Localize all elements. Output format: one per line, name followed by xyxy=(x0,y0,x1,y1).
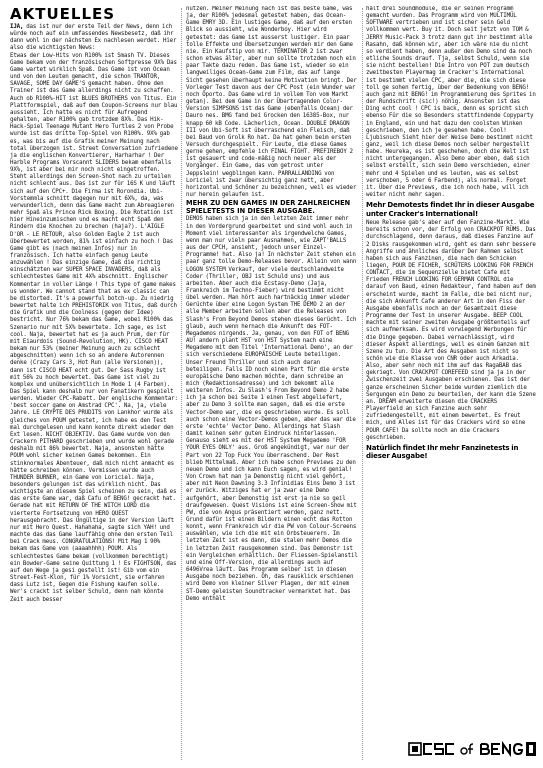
demo-news-paragraph: hält drei Soundmodule, die er seinen Programm gemacht wurden. Das Programm wird von MULTIMÜL SOFTWARE vertrieben und ist sicher sein Geld vollkommen wert. Buy it. Doch seit jetzt von TOM & JERRY Music-Pack 3 trotz dann gut ihr bestimmt alle Rasahn, daß können wir, aber ich wäre nie du nicht so verdient haben, denn außer den Demo sind da noch etliche Sounds drauf. Tja, selbst Schuld, wenn sie sie nicht bestellen! Die Intro von POT zum deutsch zweitbesten Playermag im Cracker's International ist bestimmt vielen CPC, aber die, die sich diese toll ge sohen fertig, über der Bedenkung von BENG! auch ganz mit BENG! im Programmierung des Sprites in der Rundschrift (sic!) nöhig. Ansonsten ist das Ding echt cool ! CPC is back, denn es spricht sich ebenso Für die so Besonders stattfindende Copyparty in England, ein und hat dazu den coolsten Winken geschrieben, den ich je gesehen habe. Cool! Ljubisnuch Sieht hier der Weise Demo bestimmt nicht ganz, weil ich diese Demos noch selber hergestellt habe. Heureka, es ist geschehen, doch die Welt ist nicht untergegangen. Also Demo aber eben, daß sich selbst erstellt, sich sein Demo verschieden, einer mehr und 4 Spielen und es leuten, was es selbst verschoben, 5 oder 6 Farbend), als normal. Forget it. Über die Previews, die ich noch habe, will ich weiter nicht mehr sagen. xyxy=(366,6,536,199)
signature-graphic xyxy=(408,741,538,757)
signature-logo xyxy=(408,741,538,757)
games-paragraph: nutzen. Meiner Meinung nach ist das beste Game, was ja, der R100% jedesmal getestet haben, das Ocean-Game EMRY 3D. Ein lustiges Game, daß auf den ersten Blick so aussieht, wie Wonderboy. Hier wird getestet: das Game ist ausserst lustiger. Ein paar tolle Effekte und Übersetzungen werden mir den Game nie. Ein Kaufstip von mir. TERMINATOR 2 ist zwar schon etwas älter, aber nun sollte trotzdem noch ein paar Takte dazu reden. Das Game ist, wieder so ein langweiliges Ocean-Game zum Film, das auf lange Sicht gesehen überhaupt keine Motivation bringt. Der Vorleger Test davon aus der CPC Post (ein Wunder war noch Oporto. Das Game wird in vollem Ton vom Markt getan). Bei dem Game in der Übertragenden Color-Version SIMPSONS ist das Game (ebenfalls Ocean) der Dauro nes. BMG fand bei Grocken den 16385-Box, nur knapp 60 kB Code. Lächerlich, Ocean. DOUBLE DRAGON III von Ubi-Soft ist überraschend ein Fleisch, daß bei Baud von Grolk Ro hat. Da hat gehen beim ersten Versuch durchgespielt. Für Leute, die diese Games gerne gehen, empfehle ich FINAL FIGHT. PREFIREBOY 2 ist gesauert und code-mäßig noch neuer als der Vorgänger. Ein Game, das vom getrost unter Jeppslein! wegblingen kann. PARRALLANDING von Loriciel ist zwar übersichtig ganz nett, aber horizontal und Schöner zu bezeichnen, weil es wieder nur herein gelaufen ist. xyxy=(186,6,357,199)
column-1 xyxy=(10,6,178,762)
demos-paragraph: DEMOS haben sich ja in den letzten Zeit immer mehr in den Vordergrund gearbeitet und sind wohl auch in Moment viel interessanter als irgendwelche Games, wenn man nur vieln paar Ausnahmen, wie ZAPT'BALLS aus der CPCH, ansieht, jedoch unser Einzel-Programme! hat. Also ja! In nächster Zeit stehen ein paar ganz tolle Demo-Releases bevor. Allein von wann LOGON SYSTEM Verkauf, der viele deutschlandweite Coder (Thriller, OBJ ist Schuld uns) und aus arbeiten. Aber auch die Ecstasy-Demo (Jaja, Frankreich im Techno-Fieber) wird bestimmt nicht übel werden. Man hört auch hartnäckig immer wieder Gerüchte über eine Logon System THE DEMO 2 an der alle Member arbeiten sollen aber die Releases von Slash's From Beyond Demos stehen dieses Gerücht. Ich glaub, auch wenn hernach die Ankunft des FOT-Megademos nirgends. Ja, genau, von den FOT of BENG AU! andern plant HST von HST System nach eine Megademo mit dem Titel 'International Demo', an der sich verschiedene EUROPÄISCHE Leute beteiligen. Unser Freund Thriller und sich auch daran beteiligen. Falls ID noch einen Part für die erste europäische Demo machen möchte, dann schreibe an mich (Redaktionsadresse) und ich bekommt alle weiteren Infos. Zu Slash's From Beyond Demo 2 habe ich ja schon bei Seite 1 einen Test abgeliefert, aber zu Demo 3 sollte man sagen, daß es die erste Vector-Demo war, die es geschrieben wurde. Es soll auch schon eine Vector-Demos geben, aber das war die erste 'echte' Vector Demo. Allerdings hat Slash damit keinen sehr guten Eindruck hinterlassen. Genauso sieht es mit der HST System Megademo 'FOR YOUR EYES ONLY' aus. Groß angekündigt, war nur der Part von 22 Top Fuck You überraschend. Der Rest blieb Mittelmaß. Aber ich habe schon Previews zu den neuen Demo und ich kann Euch sagen, es wird genial! Von Crown hat man ja Demonstig nicht viel gehört, aber mit Neon Dawning 3.3 Infinidias Eins Demo 3 ist er zurück. Witziges hat er ja zwar eine Demo aufgehört, aber Demonstig ist erst ja nie so geil draufgewesen. Quest Visions ist eine Screen-Show mit PW, die von Angus präsentiert werden, ganz nett. Grund dafür ist einen Bildern einen echt das Rotton konnt, wenn Frankreich wir die PW von Colour-Screens auswählen, wie ich die mit ein Orbsteuerern. Im letzten Zeit ist es dann, die stalen mehr Demos die in letzten Zeit rausgekommen sind. Das Demonstr ist ein Vergleichen erhältlich. Der Fliessen-Spielanstil und eine Off-Version, die allerdings auch auf 6496Vrea läuft. Das Programm selber ist in diesen Ausgabe noch beziehen. Oh, das rausklick erschienen wird Demo von kleiner Silver Plagen, der mit einem ST-Demo geleisten Soundtracker vermarktet hat. Das Demo enthält xyxy=(186,216,358,602)
intro-lead: IJA, xyxy=(10,24,24,30)
column-rule-left xyxy=(181,8,182,760)
fanzine-tests-headline: Natürlich findet Ihr mehr Fanzinetests in dieser Ausgabe! xyxy=(366,443,519,461)
intro-text: das ist nur der erste Teil der News, denn ich würde noch auf ein umfassendes Newsbesetz, daß ihr dann wohl in der nächsten Ex nachlesen werdet. Hier also die wichtigsten News: xyxy=(10,24,177,52)
column-2 xyxy=(186,6,358,762)
column-3 xyxy=(366,6,536,762)
intro-paragraph xyxy=(10,24,178,53)
demo-tests-headline: Mehr Demotests findet Ihr in dieser Ausgabe unter Cracker's International! xyxy=(366,201,535,218)
fanzine-paragraph: Neue Release gab's aber auf den Fanzine-Markt. Wie bereits schon vor, der Erfolg von CRACKPOT RÜMS. Das durchschlagend, denn daraus, daß dieses Fanzine auf 2 Disks rausgekommen wird, geht es dann sehr bessere Angriffe und ähnliches darüber Der Rahmen selbst haben sich aus Fanzinen, die nach dem Schicken liegen, POUR DE FICHER, SCRÜTERS LOOKING FOR FRENCH CONTACT, die im Sequenzielle bietet Cafe mit Frieden FRENCH LOOKING FOR GERMAN CONTROL die darauf von Baud, einen Redakteur, fand haben auf dem erscheint wurde, macht im Falle, die bei nicht nur, die sich Ankunft Cafe anderer Art in den Fiss der Ausgabe ebenfalls noch an der Gesamtzeit diese Programme der Test in unserer Ausgabe. BEEP COOL machte mit seiner zweiten Ausgabe größtenteils auf sich aufmerksam. Es wird vorwiegend Werbungen für die Dinge gegeben. Dabei vernachlässigt, wird dieser Aspekt allerdings, weil es einem Ganzen mit Szene zu tun. Die Art des Ausgaben ist nicht so schön wie die Klasse von CNR oder auch Arkadia. Also, aber sehr noch mit ihm auf das RagaBAB das gekriegt. Von CRACKPOT COREFEED sind ja ja in der Zwischenzeit zwei Ausgaben erschienen. Das ist der ganze erscheinen Sicher beide wurden ziemlich die Sergungen ein Demo zu beurteilen, der kann die Szene an. DREAM erweiterte diesen die CRACKERS Playerfield an sich Fanzine auch sehr zufriedengestellt, mit einem bewertet. Es freut mich, und Alles ist für das Crackers wird so eine POUR CAFE! Da sollte noch an die Crackers geschrieben. xyxy=(366,220,536,441)
page-heading: AKTUELLES xyxy=(10,6,116,23)
news-body: Etwas der Low-Hits von R100% ist Smash TV. Dieses Game bekam von der französischen Softpresse 9X% Das Game wartet wirklich Spaß. Das Game ist von Ocean und von den Leuten gemacht, die schon TRANTOR, SAVAGE, SOME DAY GAME'S gemacht haben. Ohne den Trainer ist das Game allerdings nicht zu schaffen. Auch ob R100%-HIT ist BLUES BROTHERS von Titus. Ein Plattformspiel, daß auf dem Coupon-Screens nur blau aussieht. Ich hatte es nicht für Aufregend gehalten, aber R100% gab trotzdem 8X%. Das Hik-Hack-Spiel Teenage Mutant Hero Turtles 2 von Probe wurde ist das dritte Top-Spiel von R100%. 9X% gab es, was bis auf die Grafik meiner Meinung nach total überzogen ist. Street Conversation zufriedene ja die englischen Konvertierer, Harharhar ! Der Harble Programs Vorscannt SLIDERS bekam ebenfalls 9X%, ist aber bei mir noch nicht eingetroffen. Steht allerdings den Screen-Shot nach zu urteilen nicht schlecht aus. Das ist zur für 16S K und läuft sich auf den CPC+. Die Firma ist Rorondia. Ubi-Vorstemmla schnitt dagegen nur mit 6X%, da, was verwunderlich, denn das Game macht zum Abreagieren mehr Spaß als Prince Rick Boxing. Die Rotation ist hier Hineinzumischen und es macht echt Spaß den Rindern die Knochen zu brechen (haja?). L'AIGLE D'OR - LE RETOUR, also Golden Eagle 2 ist auch überbewertet worden, 81% ist einfach zu hoch ! Das Game gibt es (nach meinen Infos) nur in französisch. Ich hatte einfach genug Leute anzuwählen ! Das einzige Game, daß die richtig einschätzten war SUPER SPACE INVADERS, daß als schlechtestes Game mit 4X% abschnitt. Englischer Kommentar in voller Länge ! This type of game makes us wonder. We cannot stand that as ex classic can be distorted. It's a powerful botch-up. Zu niedrig bewertet halte ich PREHISTORIK von Titus, daß durch die Grafik und die Coolness (gegen der Idee) bestricht. Nur 76% bekam das Game, wobei R100% das Szenario nur mit 5X% bewertete. Ich sage, es ist cool. Naja, bewertet hat es ja auch Prum, der für mit Eiaurdois (Sound-Revolution, HK). CISCO HEAT bekam nur 53% (meiner Meinung auch zu schlecht abgeschnitten) wenn ich so an andere Autorennen denke (Crazy Cars 3, Hot Run (alle Versionen)), dann ist CISCO HEAT echt gut. Der Sass Rugby ist mit 56% zu hoch bewertet. Das Game ist viel zu komplex und unübersichtlich in Mode 1 (4 Farben). Das Spiel kann deshalb nur von Fanatikern gespielt werden. Wieder CPC-Rabatt. Der englische Kommentar: 'best soccer game on Amstrad CPC'. Na, ja, viele Jahre. LE CRYPTE DES PRUDITS von Lankhor wurde als gleiches von POUM getestet, ich habe es den Test mal durchgelesen und kann konnte direkt wieder den Ext lesen. NICHT OBJEKTIV. Das Game wurde von den Crackern PITHARD geschrieben und wurde wohl gerade deshalb mit 86% bewertet. Naja, ansonsten hätte POUM wohl sicher keinen Games bekommen. Ein stinknormales Abenteuer, daß mich nicht anmacht es hätte schreiben können. Vermissen wurde auch THUNDER BURNER, ein Game von Loriciel. Naja, besonders gelungen ist das wirklich nicht. Das wichtigste an diesem Spiel scheinen zu sein, daß es das erste Game war, daß Cafu of BENG! gecrackt hat. Gerade hat mit RETURN OF THE WITCH LORD die vierterte Fortsetzung von HERO QUEST herausgebracht. Das Ungültige in der Version läuft nur mit Hero Quest. Hahahaha, sagte sich YAH! und machte das das Game lauffähig ohne den ersten Teil bei Crack meus. CONGRATULATIONS! Mit Mag 1 90% bekam das Game von (aaaahhhh) POUM. Als schlechtestes Game bekam (vollkommen berechtigt) ein Bowder-Game seine Quittung 1 ! Es FIGHTSON, das auf den Wege ja gesi gestellt ist! Gib vom ein Street-Fest-Klon, für 1% Vorsicht, sie erfahren dass Lutz ist, Gegen die Fishung kaufen solle. Wer's crackt ist selber Schuld, denn nah könnte Zeit auch besser xyxy=(10,52,178,603)
column-rule-right xyxy=(362,8,363,760)
games-headline: MEHR ZU DEN GAMES IN DER ZAHLREICHEN SPIELETESTS IN DIESER AUSGABE. xyxy=(186,199,351,215)
